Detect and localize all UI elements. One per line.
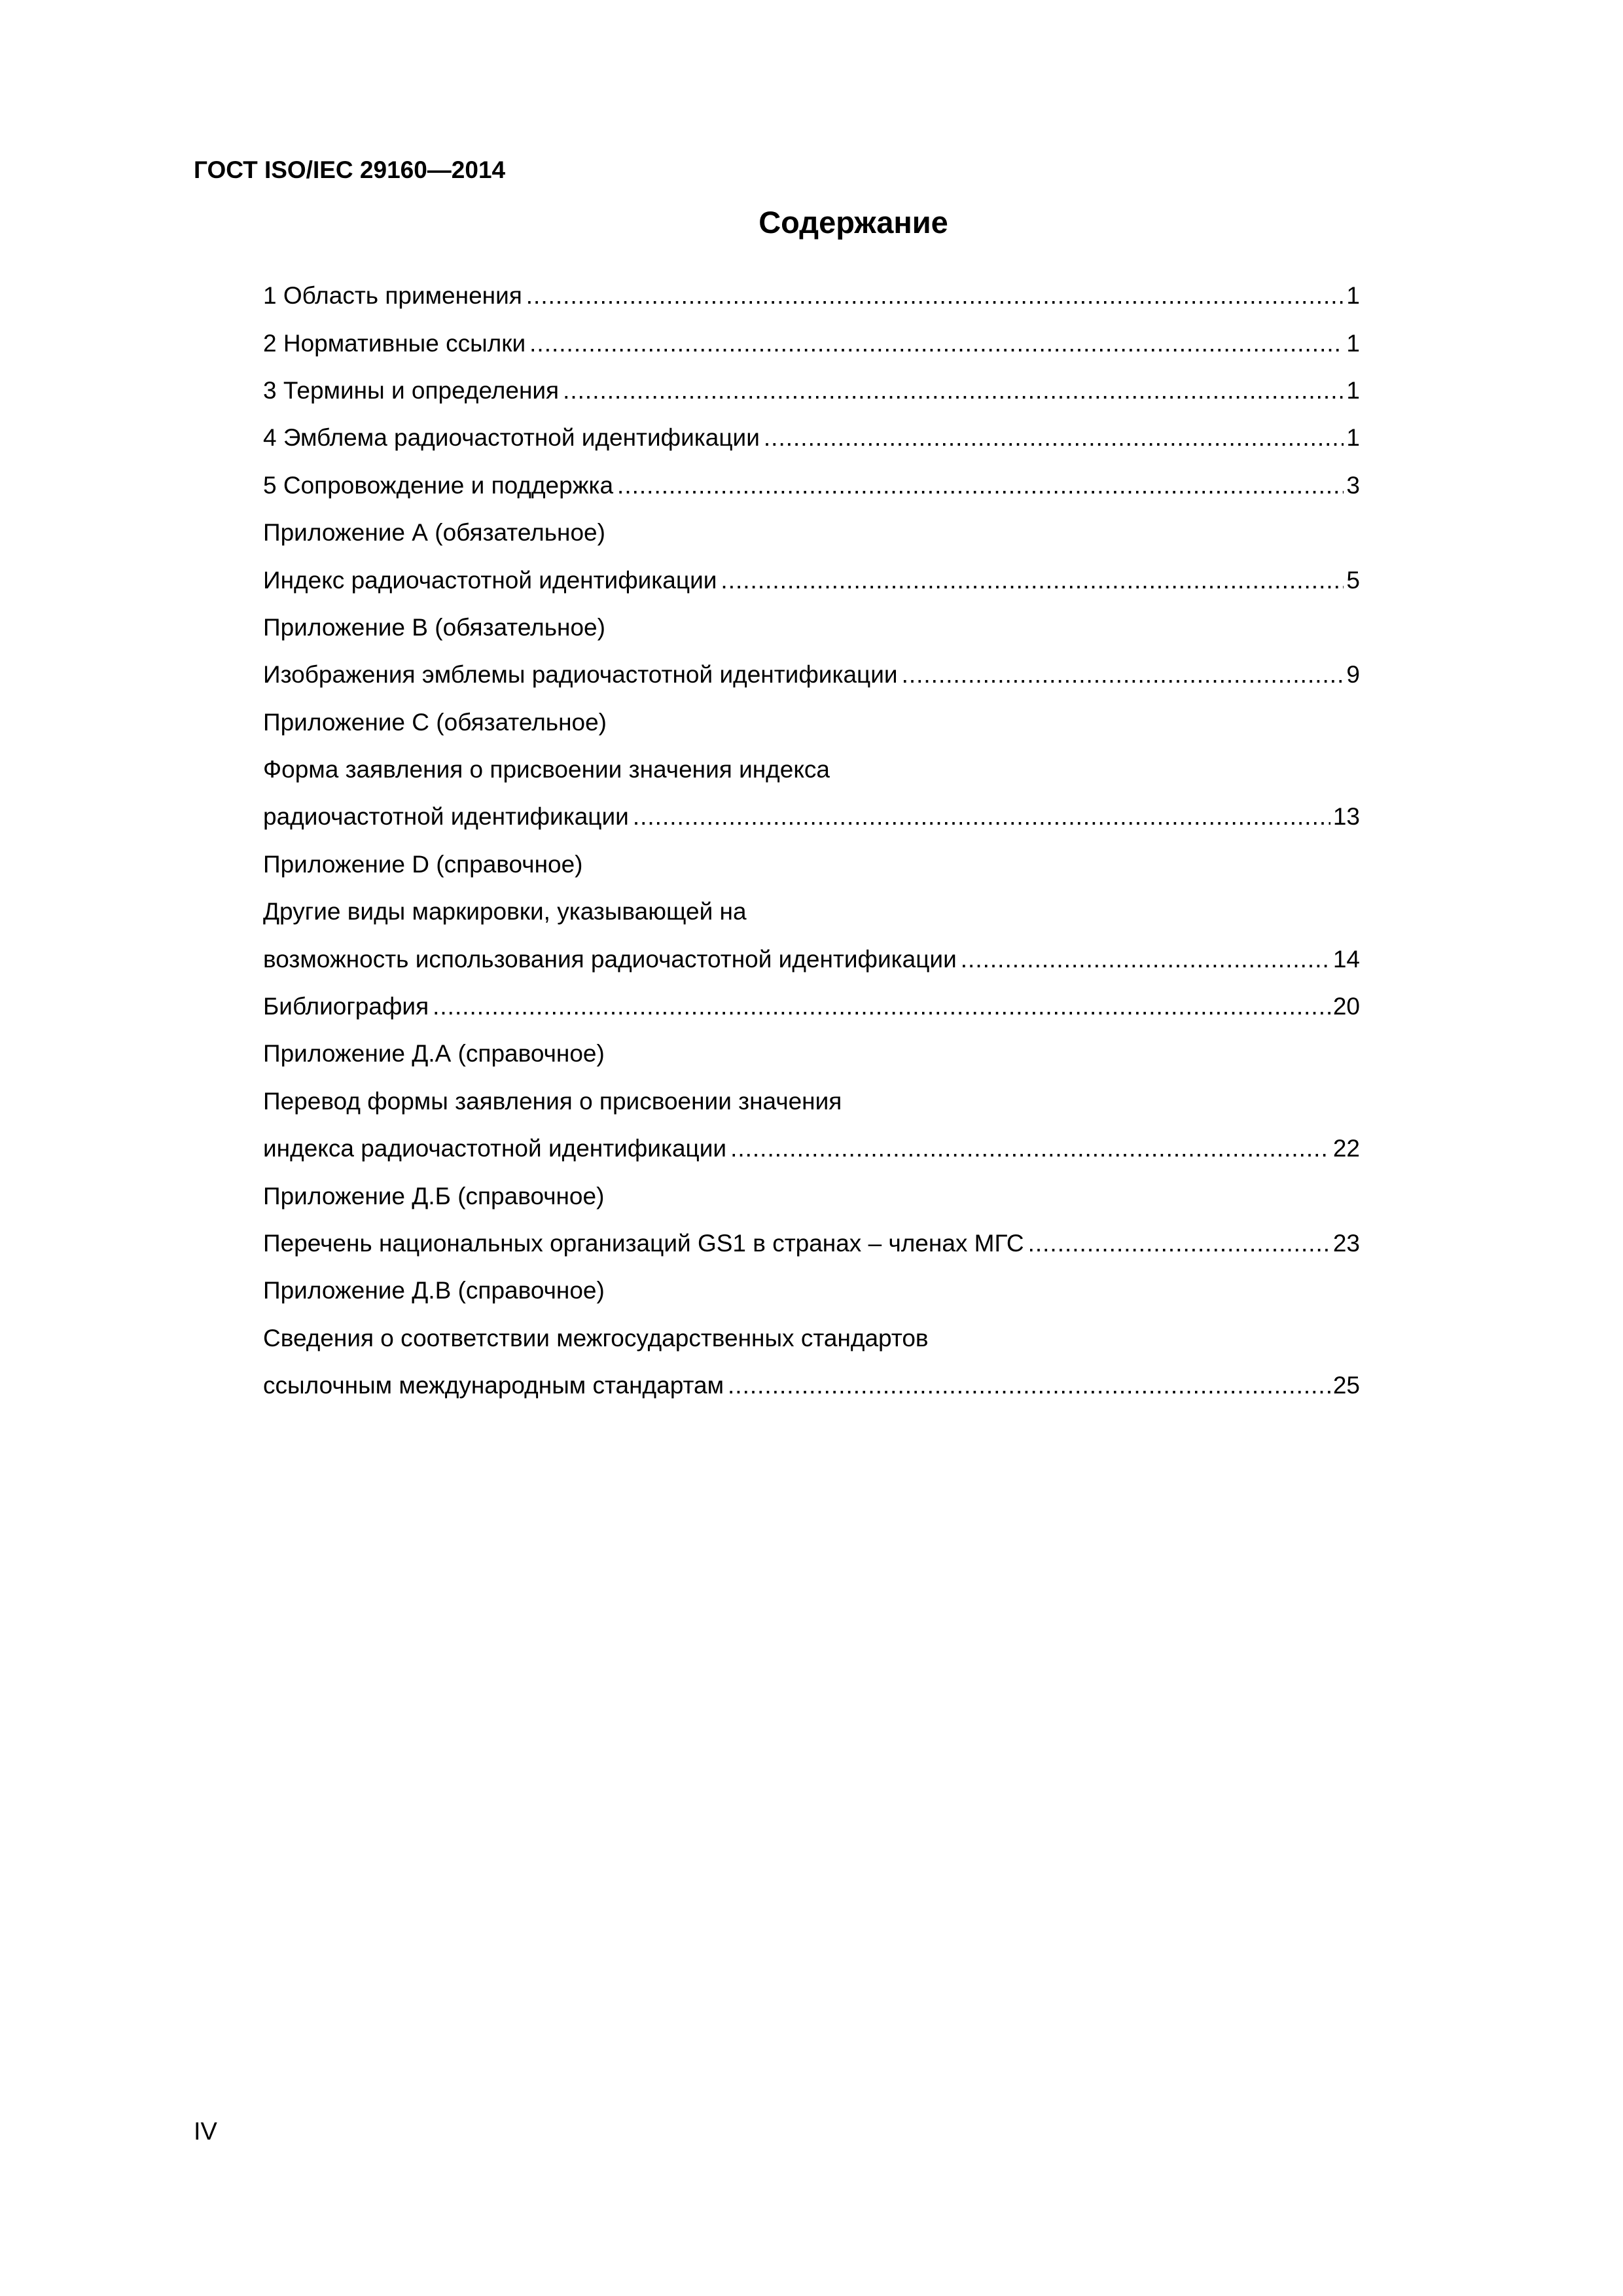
- toc-entry-page: 9: [1346, 661, 1360, 689]
- toc-entry-text: Приложение Д.А (справочное): [263, 1040, 605, 1067]
- table-of-contents: [263, 272, 1360, 1409]
- toc-entry: [263, 272, 1360, 319]
- toc-dot-leader: [563, 376, 1344, 405]
- toc-dot-leader: [433, 992, 1330, 1021]
- toc-dot-leader: [617, 471, 1344, 500]
- toc-dot-leader: [529, 329, 1344, 358]
- toc-entry: [263, 1030, 1360, 1077]
- toc-entry-text: Библиография: [263, 993, 429, 1020]
- toc-entry-page: 25: [1332, 1372, 1360, 1399]
- toc-entry-text: Индекс радиочастотной идентификации: [263, 566, 717, 594]
- toc-entry-text: Перечень национальных организаций GS1 в странах – членах МГС: [263, 1230, 1024, 1257]
- toc-entry-page: 13: [1332, 803, 1360, 831]
- toc-entry-page: 1: [1346, 282, 1360, 310]
- toc-entry: [263, 651, 1360, 698]
- toc-dot-leader: [728, 1371, 1330, 1400]
- toc-entry: [263, 1315, 1360, 1362]
- toc-entry: [263, 462, 1360, 509]
- toc-entry-text: радиочастотной идентификации: [263, 803, 629, 831]
- toc-entry-text: Форма заявления о присвоении значения индекса: [263, 756, 830, 783]
- toc-entry-text: Другие виды маркировки, указывающей на: [263, 898, 747, 925]
- toc-entry: [263, 888, 1360, 935]
- toc-entry-page: 3: [1346, 471, 1360, 499]
- toc-entry-text: ссылочным международным стандартам: [263, 1372, 724, 1399]
- toc-entry-text: индекса радиочастотной идентификации: [263, 1135, 727, 1162]
- toc-entry: [263, 319, 1360, 367]
- toc-entry-text: Приложение А (обязательное): [263, 519, 605, 547]
- toc-entry-page: 23: [1332, 1230, 1360, 1257]
- toc-entry-text: Изображения эмблемы радиочастотной идентификации: [263, 661, 898, 689]
- toc-title: Содержание: [758, 205, 948, 240]
- toc-entry: [263, 699, 1360, 746]
- toc-entry: [263, 746, 1360, 793]
- toc-entry: [263, 556, 1360, 603]
- toc-dot-leader: [730, 1134, 1330, 1163]
- toc-entry: [263, 509, 1360, 556]
- toc-dot-leader: [721, 566, 1344, 595]
- toc-dot-leader: [764, 423, 1344, 452]
- toc-entry-page: 20: [1332, 993, 1360, 1020]
- toc-entry: [263, 1267, 1360, 1314]
- toc-dot-leader: [633, 802, 1330, 831]
- toc-entry-text: Приложение С (обязательное): [263, 708, 607, 736]
- toc-entry: [263, 1362, 1360, 1409]
- toc-entry-text: 2 Нормативные ссылки: [263, 329, 526, 357]
- toc-entry-text: возможность использования радиочастотной идентификации: [263, 945, 957, 973]
- toc-entry-page: 1: [1346, 424, 1360, 452]
- toc-entry-page: 1: [1346, 376, 1360, 404]
- toc-entry: [263, 935, 1360, 982]
- toc-entry-text: 5 Сопровождение и поддержка: [263, 471, 614, 499]
- toc-entry: [263, 841, 1360, 888]
- toc-dot-leader: [1028, 1229, 1330, 1258]
- toc-entry: [263, 1125, 1360, 1172]
- toc-entry: [263, 1172, 1360, 1219]
- document-code: ГОСТ ISO/IEC 29160—2014: [194, 156, 506, 183]
- toc-dot-leader: [902, 660, 1344, 689]
- toc-dot-leader: [526, 281, 1344, 310]
- toc-entry-text: Перевод формы заявления о присвоении значения: [263, 1087, 842, 1115]
- toc-entry: [263, 793, 1360, 840]
- toc-entry: [263, 604, 1360, 651]
- toc-entry: [263, 1078, 1360, 1125]
- toc-entry-text: Приложение Д.В (справочное): [263, 1277, 605, 1304]
- toc-entry: [263, 1220, 1360, 1267]
- toc-entry-page: 22: [1332, 1135, 1360, 1162]
- toc-entry-text: Приложение D (справочное): [263, 850, 583, 878]
- toc-entry-text: 3 Термины и определения: [263, 376, 560, 404]
- toc-entry-text: Приложение Д.Б (справочное): [263, 1182, 605, 1210]
- toc-entry-page: 14: [1332, 945, 1360, 973]
- toc-entry: [263, 367, 1360, 414]
- toc-entry-page: 5: [1346, 566, 1360, 594]
- toc-entry: [263, 414, 1360, 461]
- toc-entry-text: 4 Эмблема радиочастотной идентификации: [263, 424, 760, 452]
- toc-entry-text: Приложение В (обязательное): [263, 613, 605, 641]
- toc-entry-text: Сведения о соответствии межгосударственных стандартов: [263, 1324, 929, 1352]
- toc-entry-page: 1: [1346, 329, 1360, 357]
- toc-entry-text: 1 Область применения: [263, 282, 522, 310]
- toc-entry: [263, 983, 1360, 1030]
- page-number: IV: [194, 2118, 217, 2145]
- toc-dot-leader: [961, 945, 1330, 974]
